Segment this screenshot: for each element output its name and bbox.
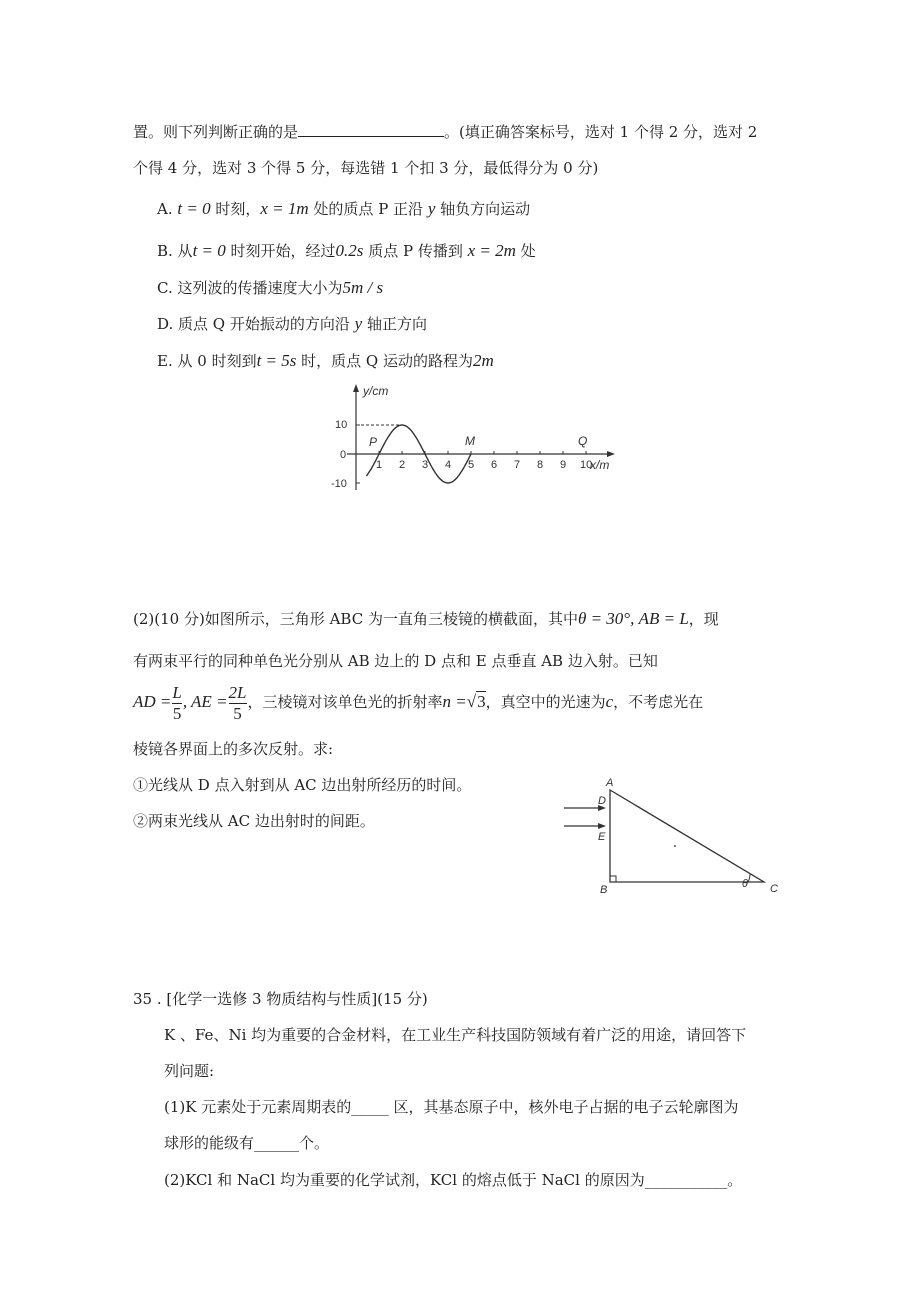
x-tick-label: 4 [445,459,452,471]
q2-sub1: ①光线从 D 点入射到从 AC 边出射所经历的时间。 [133,776,472,794]
x-tick-label: 9 [560,459,567,471]
option-a: A. t = 0 时刻，x = 1m 处的质点 P 正沿 y 轴负方向运动 [157,199,531,218]
x-tick-label: 3 [422,459,429,471]
q35-title: 35 . [化学一选修 3 物质结构与性质](15 分) [133,990,428,1008]
q2-line4: 棱镜各界面上的多次反射。求: [133,740,334,758]
y-tick-0: 0 [340,449,347,461]
label-c: C [770,883,778,895]
label-e: E [598,831,606,843]
right-angle-mark [610,876,616,882]
q1-intro-line1 [133,121,757,142]
fraction-ad: $\frac{L}{5}$ [172,682,182,723]
option-d: D. 质点 Q 开始振动的方向沿 y 轴正方向 [157,314,427,333]
x-tick-label: 1 [376,459,383,471]
q2-line2: 有两束平行的同种单色光分别从 AB 边上的 D 点和 E 点垂直 AB 边入射。已知 [133,652,658,670]
x-tick-label: 2 [399,459,406,471]
label-theta: θ [742,878,748,890]
q1-intro-start: 置。则下列判断正确的是 [133,123,299,141]
q35-intro2: 列问题: [164,1062,215,1080]
option-b: B. 从t = 0 时刻开始，经过0.2s 质点 P 传播到 x = 2m 处 [157,241,536,260]
x-tick-label: 5 [468,459,475,471]
q2-sub2: ②两束光线从 AC 边出射时的间距。 [133,812,375,830]
q35-part2: (2)KCl 和 NaCl 均为重要的化学试剂，KCl 的熔点低于 NaCl 的原因为___________。 [164,1171,743,1189]
q35-part1b: 球形的能级有______个。 [164,1134,330,1152]
speck [674,845,676,847]
x-tick-label: 8 [537,459,544,471]
point-q-label: Q [578,434,588,448]
y-tick-neg10: -10 [331,478,347,490]
q35-part1a: (1)K 元素处于元素周期表的_____ 区，其基态原子中，核外电子占据的电子云轮廓图为 [164,1098,739,1116]
x-tick-label: 7 [514,459,521,471]
x-tick-label: 10 [580,459,593,471]
point-p-label: P [369,435,378,449]
sqrt-symbol: √ [466,692,477,711]
wave-figure [325,380,620,498]
q2-line3: AD = $\frac{L}{5}$ , AE = $\frac{2L}{5}$ ，三棱镜对该单色光的折射率n =√3，真空中的光速为c，不考虑光在 [133,682,704,723]
option-e: E. 从 0 时刻到t = 5s 时，质点 Q 运动的路程为2m [157,351,494,370]
q1-intro-line2: 个得 4 分，选对 3 个得 5 分，每选错 1 个扣 3 分，最低得分为 0 分) [133,159,599,177]
x-axis-label: x/m [590,458,610,472]
point-m-label: M [465,434,475,448]
answer-blank[interactable] [298,122,444,137]
y-tick-10: 10 [335,419,348,431]
prism-figure [558,774,786,898]
label-a: A [606,777,614,789]
prism-triangle [610,790,764,882]
y-axis-label: y/cm [363,384,389,398]
label-b: B [600,884,608,896]
label-d: D [598,795,606,807]
x-axis-arrow [607,451,615,457]
x-tick-label: 6 [491,459,498,471]
y-axis-arrow [353,384,359,392]
q35-intro1: K 、Fe、Ni 均为重要的合金材料，在工业生产科技国防领域有着广泛的用途，请回答下 [164,1026,747,1044]
ray-e-arrow [598,823,606,829]
fraction-ae: $\frac{2L}{5}$ [228,682,247,723]
q2-line1: (2)(10 分)如图所示，三角形 ABC 为一直角三棱镜的横截面，其中θ = 30°, AB = L，现 [133,609,719,628]
theta-arc [748,874,750,882]
option-c: C. 这列波的传播速度大小为5m / s [157,278,384,297]
q1-intro-end: 。(填正确答案标号，选对 1 个得 2 分，选对 2 [444,123,758,141]
